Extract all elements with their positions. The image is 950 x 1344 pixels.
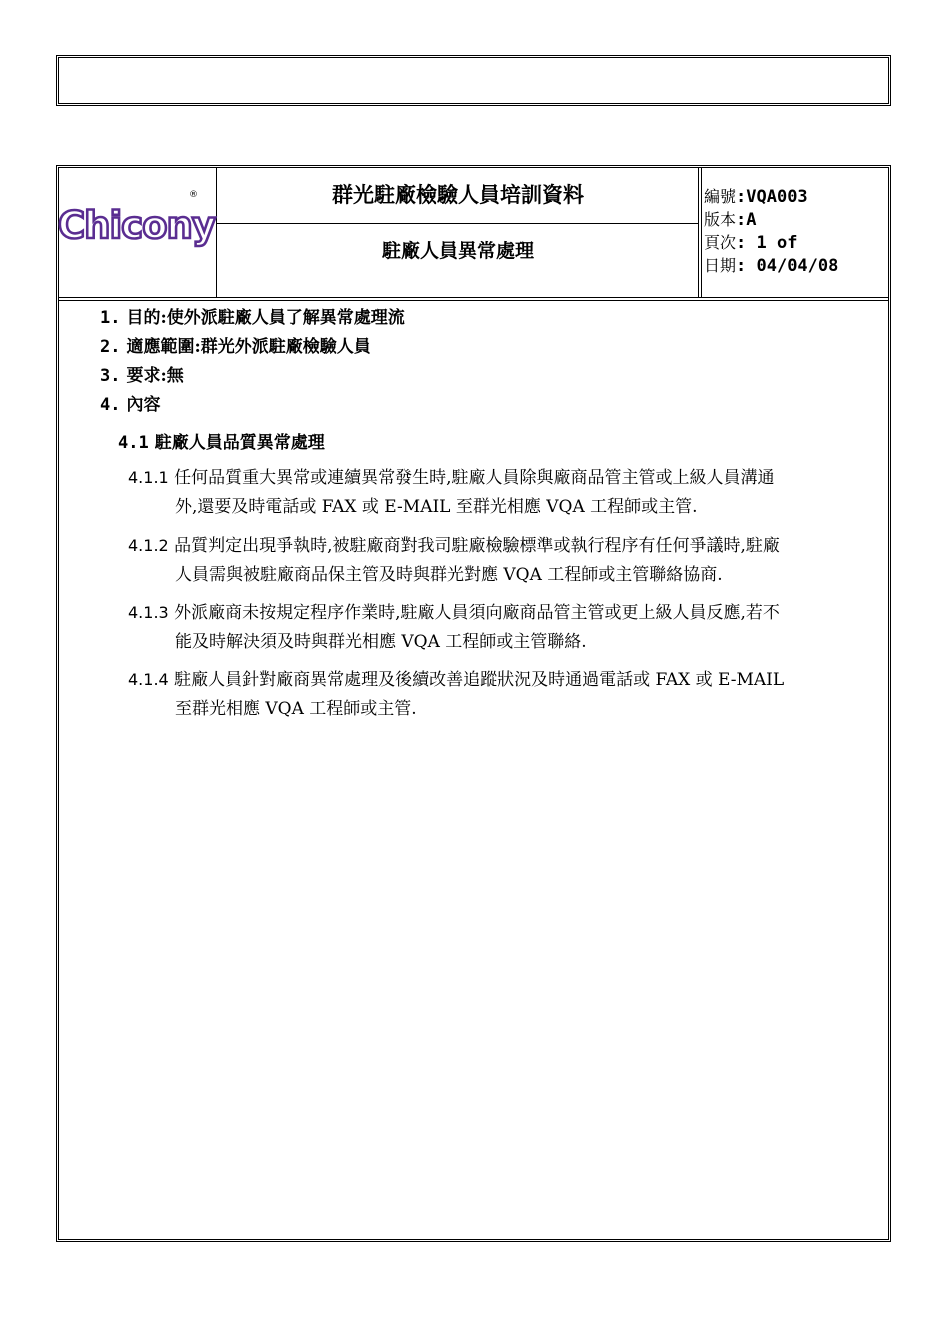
paragraph-4-1-1 <box>128 463 883 522</box>
top-empty-box <box>56 55 891 106</box>
paragraph-4-1-3 <box>128 598 883 657</box>
doc-page-value: : 1 of <box>736 233 798 253</box>
section-number: 2. <box>100 337 121 357</box>
section-text: 內容 <box>126 395 161 415</box>
section-number: 1. <box>100 308 121 328</box>
document-subtitle: 駐廠人員異常處理 <box>381 240 534 262</box>
logo-text: Chicony <box>58 204 215 247</box>
paragraph-line-1: 品質判定出現爭執時,被駐廠商對我司駐廠檢驗標準或執行程序有任何爭議時,駐廠 <box>168 536 780 556</box>
subsection-quality-abnormal <box>118 428 325 453</box>
section-text: 目的:使外派駐廠人員了解異常處理流 <box>126 308 405 328</box>
header-divider-right-1 <box>698 167 699 298</box>
section-purpose <box>100 303 405 328</box>
header-bottom-line-1 <box>59 297 888 298</box>
section-number: 4. <box>100 395 121 415</box>
header-divider-left <box>216 167 217 298</box>
subsection-number: 4.1 <box>118 433 149 453</box>
doc-date-label: 日期 <box>704 256 737 275</box>
header-divider-right-2 <box>701 167 702 298</box>
section-content <box>100 390 160 415</box>
document-title: 群光駐廠檢驗人員培訓資料 <box>332 182 584 207</box>
paragraph-number: 4.1.3 <box>128 603 169 622</box>
doc-version-value: :A <box>736 210 757 230</box>
paragraph-line-2: 外,還要及時電話或 FAX 或 E-MAIL 至群光相應 VQA 工程師或主管. <box>175 497 698 517</box>
doc-code-label: 編號 <box>704 187 737 206</box>
doc-version <box>704 209 757 231</box>
paragraph-4-1-4 <box>128 665 883 724</box>
registered-mark: ® <box>189 190 198 200</box>
doc-version-label: 版本 <box>704 210 737 229</box>
paragraph-line-2: 至群光相應 VQA 工程師或主管. <box>175 699 417 719</box>
subsection-text: 駐廠人員品質異常處理 <box>154 433 325 453</box>
doc-page-label: 頁次 <box>704 233 737 252</box>
paragraph-number: 4.1.4 <box>128 670 169 689</box>
paragraph-line-1: 駐廠人員針對廠商異常處理及後續改善追蹤狀況及時通過電話或 FAX 或 E-MAIL <box>168 670 785 690</box>
doc-page <box>704 232 797 254</box>
chicony-logo <box>58 198 215 248</box>
paragraph-4-1-2 <box>128 531 883 590</box>
paragraph-line-2: 能及時解決須及時與群光相應 VQA 工程師或主管聯絡. <box>175 632 587 652</box>
section-text: 要求:無 <box>126 366 184 386</box>
paragraph-number: 4.1.2 <box>128 536 169 555</box>
section-number: 3. <box>100 366 121 386</box>
section-requirement <box>100 361 184 386</box>
doc-date <box>704 255 838 277</box>
paragraph-number: 4.1.1 <box>128 468 169 487</box>
doc-code-value: :VQA003 <box>736 187 808 207</box>
paragraph-line-2: 人員需與被駐廠商品保主管及時與群光對應 VQA 工程師或主管聯絡協商. <box>175 565 723 585</box>
header-bottom-line-2 <box>59 300 888 301</box>
doc-code <box>704 186 808 208</box>
doc-date-value: : 04/04/08 <box>736 256 839 276</box>
section-text: 適應範圍:群光外派駐廠檢驗人員 <box>126 337 371 357</box>
paragraph-line-1: 任何品質重大異常或連續異常發生時,駐廠人員除與廠商品管主管或上級人員溝通 <box>168 468 775 488</box>
section-scope <box>100 332 371 357</box>
paragraph-line-1: 外派廠商未按規定程序作業時,駐廠人員須向廠商品管主管或更上級人員反應,若不 <box>168 603 780 623</box>
title-divider <box>216 223 699 224</box>
